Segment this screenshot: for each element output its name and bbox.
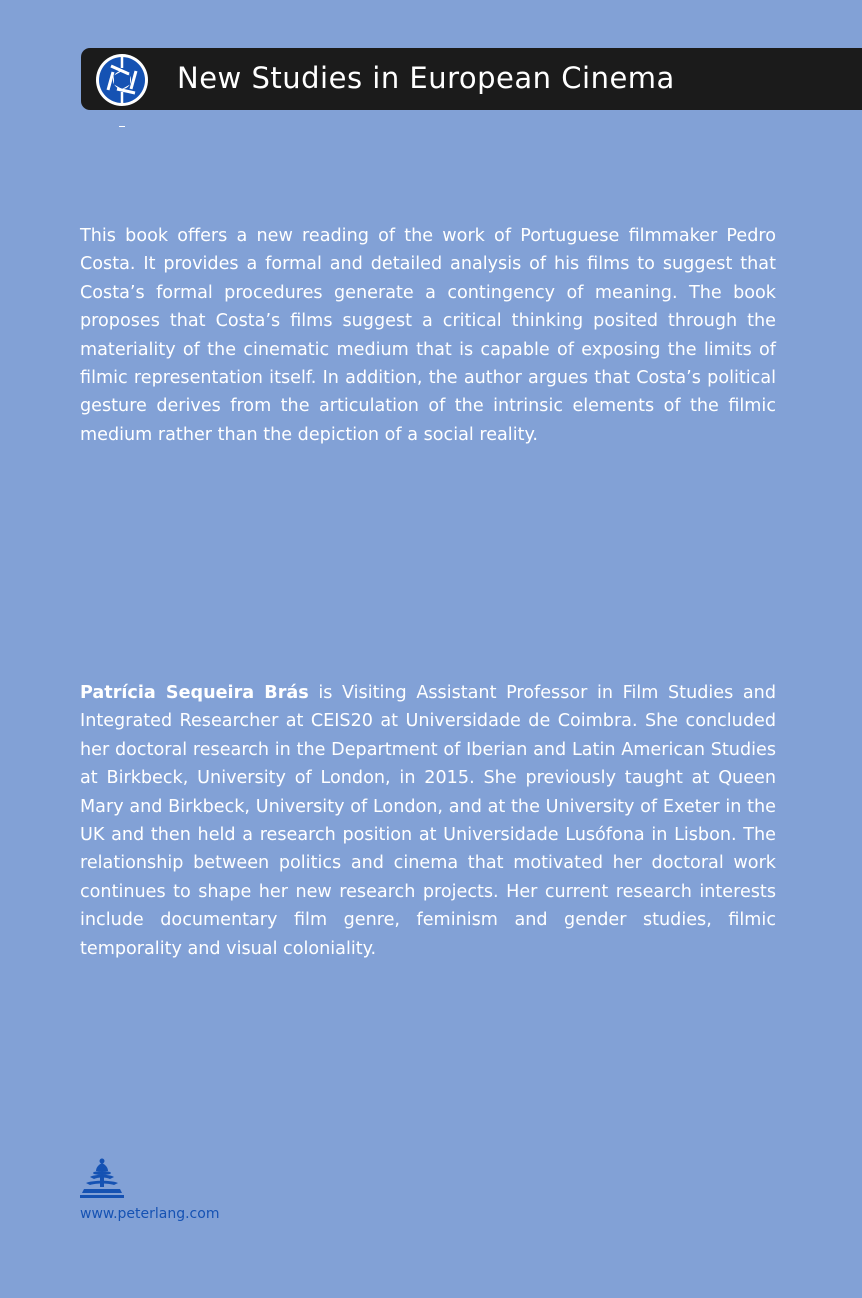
- book-blurb: This book offers a new reading of the work of Portuguese filmmaker Pedro Costa. It provides a formal and detailed analysis of his films to suggest that Costa’s formal procedures generate a contingency of meaning. The book proposes that Costa’s films suggest a critical thinking posited through the materiality of the cinematic medium that is capable of exposing the limits of filmic representation itself. In addition, the author argues that Costa’s political gesture derives from the articulation of the intrinsic elements of the filmic medium rather than the depiction of a social reality.: [80, 226, 776, 445]
- film-aperture-icon: [95, 53, 149, 107]
- series-banner: [81, 48, 862, 110]
- series-title: New Studies in European Cinema: [177, 61, 675, 95]
- publisher-url-link[interactable]: www.peterlang.com: [80, 1206, 220, 1222]
- author-bio-text: is Visiting Assistant Professor in Film Studies and Integrated Researcher at CEIS20 at Universidade de Coimbra. She concluded her doctoral research in the Department of Iberian and Latin American Studies at Birkbeck, University of London, in 2015. She previously taught at Queen Mary and Birkbeck, University of London, and at the University of Exeter in the UK and then held a research position at Universidade Lusófona in Lisbon. The relationship between politics and cinema that motivated her doctoral work continues to shape her new research projects. Her current research interests include documentary film genre, feminism and gender studies, filmic temporality and visual coloniality.: [80, 683, 776, 959]
- author-bio: [80, 679, 776, 963]
- peter-lang-fountain-icon: [80, 1157, 130, 1201]
- divider-dash: [119, 126, 125, 127]
- author-name: Patrícia Sequeira Brás: [80, 683, 309, 703]
